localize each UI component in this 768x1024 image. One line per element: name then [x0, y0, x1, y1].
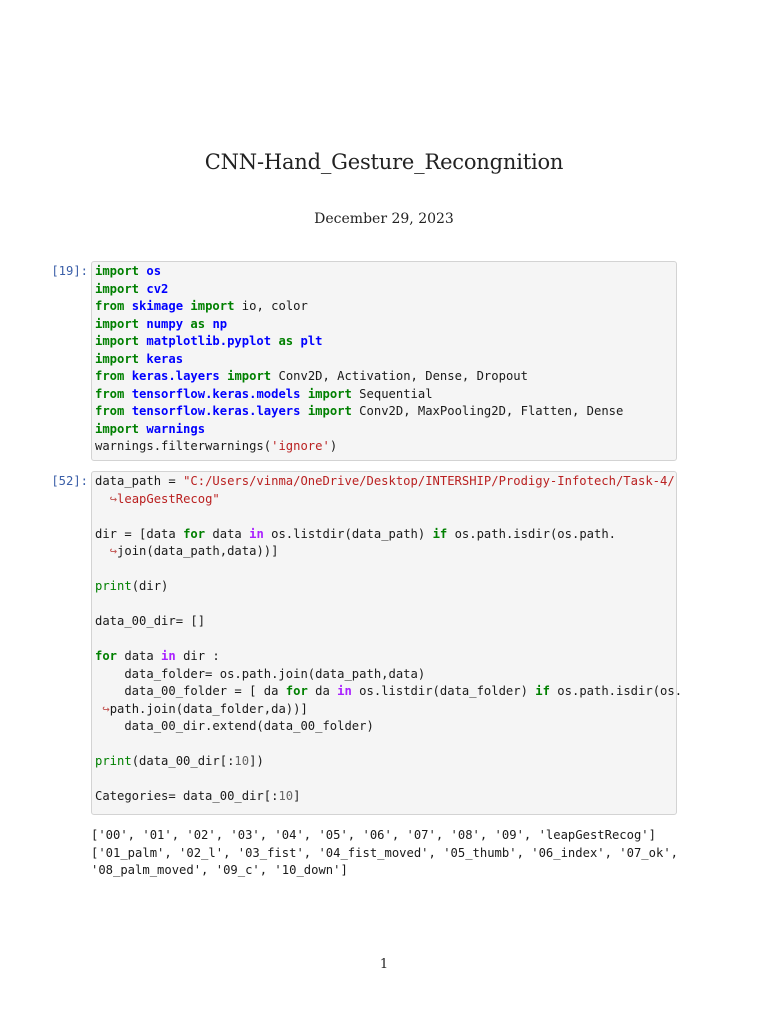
code-line	[92, 403, 676, 421]
code-line	[92, 491, 676, 509]
code-token: import	[95, 421, 140, 436]
code-token: Categories= data_00_dir[:	[95, 789, 279, 803]
code-token	[95, 492, 110, 506]
code-line	[92, 438, 676, 456]
code-line	[92, 613, 676, 631]
code-token: data_00_dir= []	[95, 614, 206, 628]
code-token: as	[190, 316, 206, 331]
code-token: os.path.isdir(os.path.	[447, 526, 617, 541]
code-token: warnings	[146, 421, 206, 436]
code-token	[124, 387, 131, 401]
output-line: ['01_palm', '02_l', '03_fist', '04_fist_moved', '05_thumb', '06_index', '07_ok',	[91, 845, 678, 860]
code-token: if	[535, 684, 550, 698]
code-token: keras.layers	[131, 369, 220, 383]
code-token: from	[95, 386, 125, 401]
code-token: for	[183, 526, 206, 541]
code-line	[92, 298, 676, 316]
code-token: from	[95, 404, 125, 418]
code-line	[92, 771, 676, 789]
code-token: np	[212, 316, 228, 331]
code-token: numpy	[146, 316, 184, 331]
code-token: import	[307, 404, 352, 418]
code-line	[92, 648, 676, 666]
code-token: dir = [data	[95, 526, 184, 541]
code-token: os.listdir(data_folder)	[351, 684, 536, 698]
line-continuation-icon: ↪	[102, 701, 110, 716]
code-line	[92, 473, 676, 491]
code-token: Sequential	[351, 386, 433, 401]
code-token: in	[161, 649, 176, 663]
document-date: December 29, 2023	[314, 211, 454, 227]
line-continuation-icon: ↪	[109, 544, 118, 558]
code-token: ])	[249, 754, 264, 768]
code-line	[92, 753, 676, 771]
code-token: 10	[278, 789, 294, 803]
code-line	[92, 508, 676, 526]
code-line	[92, 316, 676, 334]
code-token: import	[95, 316, 140, 331]
code-token: data_folder= os.path.join(data_path,data)	[95, 666, 426, 681]
code-line	[92, 386, 676, 404]
code-token: tensorflow.keras.models	[131, 386, 301, 401]
code-token: warnings.filterwarnings(	[95, 439, 272, 453]
code-token: data_00_dir.extend(data_00_folder)	[95, 719, 374, 733]
code-token	[293, 334, 300, 348]
code-token	[220, 369, 227, 383]
code-line	[92, 561, 676, 579]
code-token: dir :	[175, 649, 220, 663]
code-token: for	[95, 649, 118, 663]
code-token	[300, 387, 307, 401]
code-line	[92, 543, 676, 561]
code-token: import	[190, 299, 235, 313]
code-token: Conv2D, MaxPooling2D, Flatten, Dense	[351, 404, 624, 418]
code-token: import	[227, 369, 272, 383]
cell-output	[91, 827, 678, 880]
code-token: io, color	[234, 299, 308, 313]
code-line	[92, 631, 676, 649]
code-line	[92, 718, 676, 736]
code-token: 'ignore'	[271, 439, 330, 453]
code-input-box[interactable]	[91, 261, 677, 461]
code-token: join(data_path,data))]	[117, 544, 279, 558]
code-token: data_path =	[95, 474, 184, 488]
code-token	[95, 544, 110, 558]
page-number: 1	[379, 957, 389, 972]
code-token: import	[307, 386, 352, 401]
code-token: 10	[234, 754, 250, 768]
code-token: (data_00_dir[:	[131, 754, 235, 768]
code-token: data	[117, 649, 162, 663]
cell-prompt: [52]:	[51, 474, 88, 488]
document-title: CNN-Hand_Gesture_Recongnition	[204, 150, 564, 174]
code-token: )	[329, 439, 338, 453]
code-line	[92, 351, 676, 369]
code-token: os	[146, 264, 162, 278]
code-line	[92, 701, 676, 719]
code-token: matplotlib.pyplot	[146, 334, 272, 348]
code-token: Conv2D, Activation, Dense, Dropout	[271, 369, 528, 383]
code-token: (dir)	[131, 579, 169, 593]
code-token: print	[95, 754, 132, 768]
cell-prompt: [19]:	[51, 264, 88, 278]
code-token: import	[95, 351, 140, 366]
code-line	[92, 788, 676, 806]
code-token: path.join(data_folder,da))]	[109, 701, 308, 716]
code-line	[92, 421, 676, 439]
code-token: keras	[146, 351, 184, 366]
code-token: data_00_folder = [ da	[95, 684, 286, 698]
code-token	[124, 404, 131, 418]
code-token: "C:/Users/vinma/OneDrive/Desktop/INTERSHIP/Prodigy-Infotech/Task-4/	[183, 474, 675, 488]
code-token: skimage	[131, 299, 184, 313]
code-token: os.listdir(data_path)	[263, 526, 433, 541]
code-line	[92, 333, 676, 351]
code-token: ]	[293, 789, 301, 803]
output-line: ['00', '01', '02', '03', '04', '05', '06', '07', '08', '09', 'leapGestRecog']	[91, 828, 656, 842]
code-token: for	[285, 684, 308, 698]
code-token: leapGestRecog"	[117, 491, 220, 506]
code-token: as	[278, 334, 294, 348]
code-token: tensorflow.keras.layers	[131, 404, 301, 418]
code-token: from	[95, 299, 125, 313]
code-token: da	[307, 684, 338, 698]
code-line	[92, 526, 676, 544]
code-token: if	[432, 526, 448, 541]
output-line: '08_palm_moved', '09_c', '10_down']	[91, 863, 348, 877]
code-line	[92, 736, 676, 754]
code-line	[92, 596, 676, 614]
code-token: data	[205, 526, 250, 541]
code-token: plt	[300, 334, 323, 348]
code-line	[92, 683, 683, 701]
code-token	[124, 369, 131, 383]
code-token: in	[337, 684, 352, 698]
code-line	[92, 263, 676, 281]
code-token	[300, 404, 307, 418]
code-token: print	[95, 579, 132, 593]
code-token	[124, 299, 131, 313]
code-token: os.path.isdir(os.	[549, 684, 683, 698]
code-line	[92, 666, 676, 684]
code-line	[92, 281, 676, 299]
code-line	[92, 368, 676, 386]
code-token: from	[95, 369, 125, 383]
code-token: cv2	[146, 281, 169, 296]
code-token: import	[95, 281, 140, 296]
code-input-box[interactable]	[91, 471, 683, 815]
line-continuation-icon: ↪	[109, 491, 118, 506]
code-token: in	[249, 526, 264, 541]
code-token: import	[95, 334, 140, 348]
code-line	[92, 578, 676, 596]
code-token: import	[95, 264, 140, 278]
